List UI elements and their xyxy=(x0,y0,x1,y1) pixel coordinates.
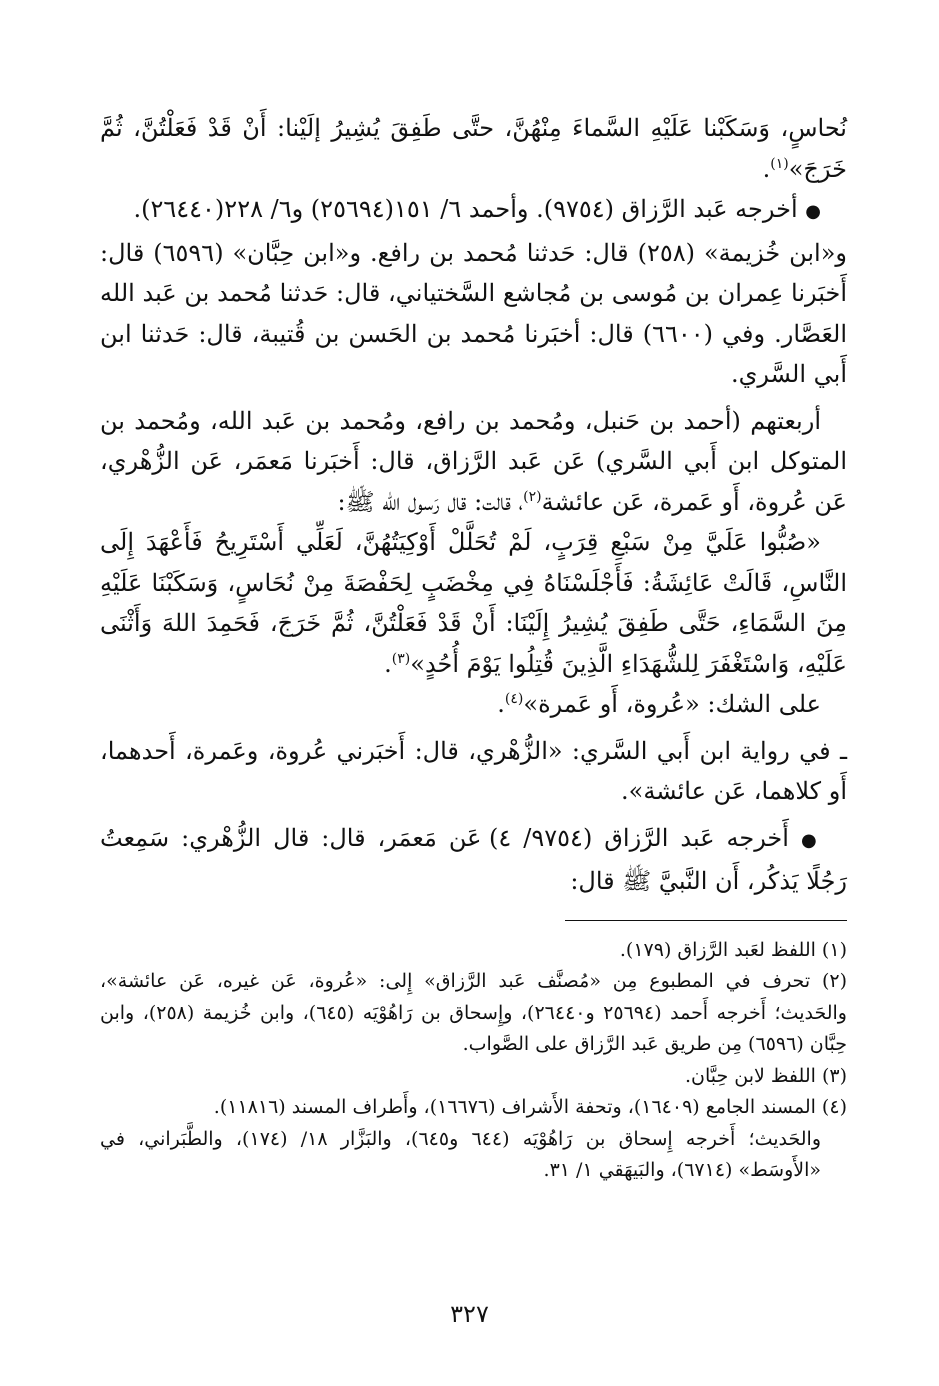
narration-variant: ـ في رواية ابن أَبي السَّري: «الزُّهْري، قال: أَخبَرني عُروة، وعَمرة، أَحدهما، أَو كلاهما، عَن عائشة». xyxy=(100,736,847,805)
footnotes xyxy=(100,935,847,1187)
footnote-4: (٤) المسند الجامع (١٦٤٠٩)، وتحفة الأَشراف (١٦٦٧٦)، وأَطراف المسند (١١٨١٦). xyxy=(213,1096,847,1118)
chain-paragraph: و«ابن خُزيمة» (٢٥٨) قال: حَدثنا مُحمد بن رافع. و«ابن حِبَّان» (٦٥٩٦) قال: أَخبَرنا عِمران بن مُوسى بن مُجاشع السَّختياني، قال: حَدثنا مُحمد بن عَبد الله العَصَّار. وفي (٦٦٠٠) قال: أخبَرنا مُحمد بن الحَسن بن قُتيبة، قال: حَدثنا ابن أَبي السَّري. xyxy=(100,238,848,388)
footnote-ref-2[interactable]: (٢) xyxy=(523,488,542,505)
takhrij-paragraph-2: ● أَخرجه عَبد الرَّزاق (٩٧٥٤/ ٤) عَن مَعمَر، قال: قال الزُّهْري: سَمِعتُ رَجُلًا يَذكُر، أَن النَّبيَّ ﷺ قال: xyxy=(100,823,847,895)
paragraph-continuation: نُحاسٍ، وَسَكَبْنا عَلَيْهِ السَّماءَ مِنْهُنَّ، حتَّى طَفِقَ يُشِيرُ إلَيْنا: أَنْ قَدْ فَعَلْتُنَّ، ثُمَّ خَرَجَ»$^{(١)}$. xyxy=(100,114,847,183)
bullet-icon: ● xyxy=(800,829,821,851)
footnote-1: (١) اللفظ لعَبد الرَّزاق (١٧٩). xyxy=(619,938,847,961)
footnote-ref-3[interactable]: (٣) xyxy=(391,650,411,667)
hadith-text: «صُبُّوا عَلَيَّ مِنْ سَبْعِ قِرَبٍ، لَمْ تُحَلَّلْ أَوْكِيَتُهُنَّ، لَعَلِّي أَسْتَرِيحُ فَأَعْهَدَ إِلَى النَّاسِ، قَالَتْ عَائِشَةُ: فَأَجْلَسْنَاهُ فِي مِخْضَبٍ لِحَفْصَةَ مِنْ نُحَاسٍ، وَسَكَبْنَا عَلَيْهِ مِنَ السَّمَاءِ، حَتَّى طَفِقَ يُشِيرُ إِلَيْنَا: أَنْ قَدْ فَعَلْتُنَّ، ثُمَّ خَرَجَ، فَحَمِدَ اللهَ وَأَثْنَى عَلَيْهِ، وَاسْتَغْفَرَ لِلشُّهَدَاءِ الَّذِينَ قُتِلُوا يَوْمَ أُحُدٍ»$^{(٣)}$. xyxy=(100,528,847,678)
page-number: ٣٢٧ xyxy=(450,1300,489,1328)
footnote-2: (٢) تحرف في المطبوع مِن «مُصنَّف عَبد الرَّزاق» إِلى: «عُروة، عَن غيره، عَن عائشة»، والحَديث؛ أَخرجه أَحمد (٢٥٦٩٤ و٢٦٤٤٠)، وإِسحاق بن رَاهُوْيَه (٦٤٥)، وابن خُزيمة (٢٥٨)، وابن حِبَّان (٦٥٩٦) مِن طريق عَبد الرَّزاق على الصَّواب. xyxy=(100,970,847,1055)
footnote-ref-1[interactable]: (١) xyxy=(770,155,789,172)
isnad-paragraph: أربعتهم (أحمد بن حَنبل، ومُحمد بن رافع، ومُحمد بن عَبد الله، ومُحمد بن المتوكل ابن أَبي السَّري) عَن عَبد الرَّزاق، قال: أَخبَرنا مَعمَر، عَن الزُّهْري، عَن عُروة، أَو عَمرة، عَن عائشة$^{(٢)}$، قالت: قال رَسول الله ﷺ: xyxy=(100,406,847,516)
footnote-separator xyxy=(565,920,847,921)
bullet-icon: ● xyxy=(805,201,821,222)
footnote-3: (٣) اللفظ لابن حِبَّان. xyxy=(684,1064,847,1087)
main-text xyxy=(100,108,847,902)
footnote-ref-4[interactable]: (٤) xyxy=(504,691,524,707)
doubt-note: على الشك: «عُروة، أَو عَمرة»$^{(٤)}$. xyxy=(497,690,821,718)
footnote-4-continuation: والحَديث؛ أَخرجه إِسحاق بن رَاهُوْيَه (٦٤٤ و٦٤٥)، والبَزَّار ١٨/ (١٧٤)، والطَّبَراني، في «الأَوسَط» (٦٧١٤)، والبَيهَقي ١/ ٣١. xyxy=(100,1127,821,1181)
takhrij-paragraph: ● أخرجه عَبد الرَّزاق (٩٧٥٤). وأحمد ٦/ ١٥١(٢٥٦٩٤) و٦/ ٢٢٨(٢٦٤٤٠). xyxy=(133,195,821,223)
